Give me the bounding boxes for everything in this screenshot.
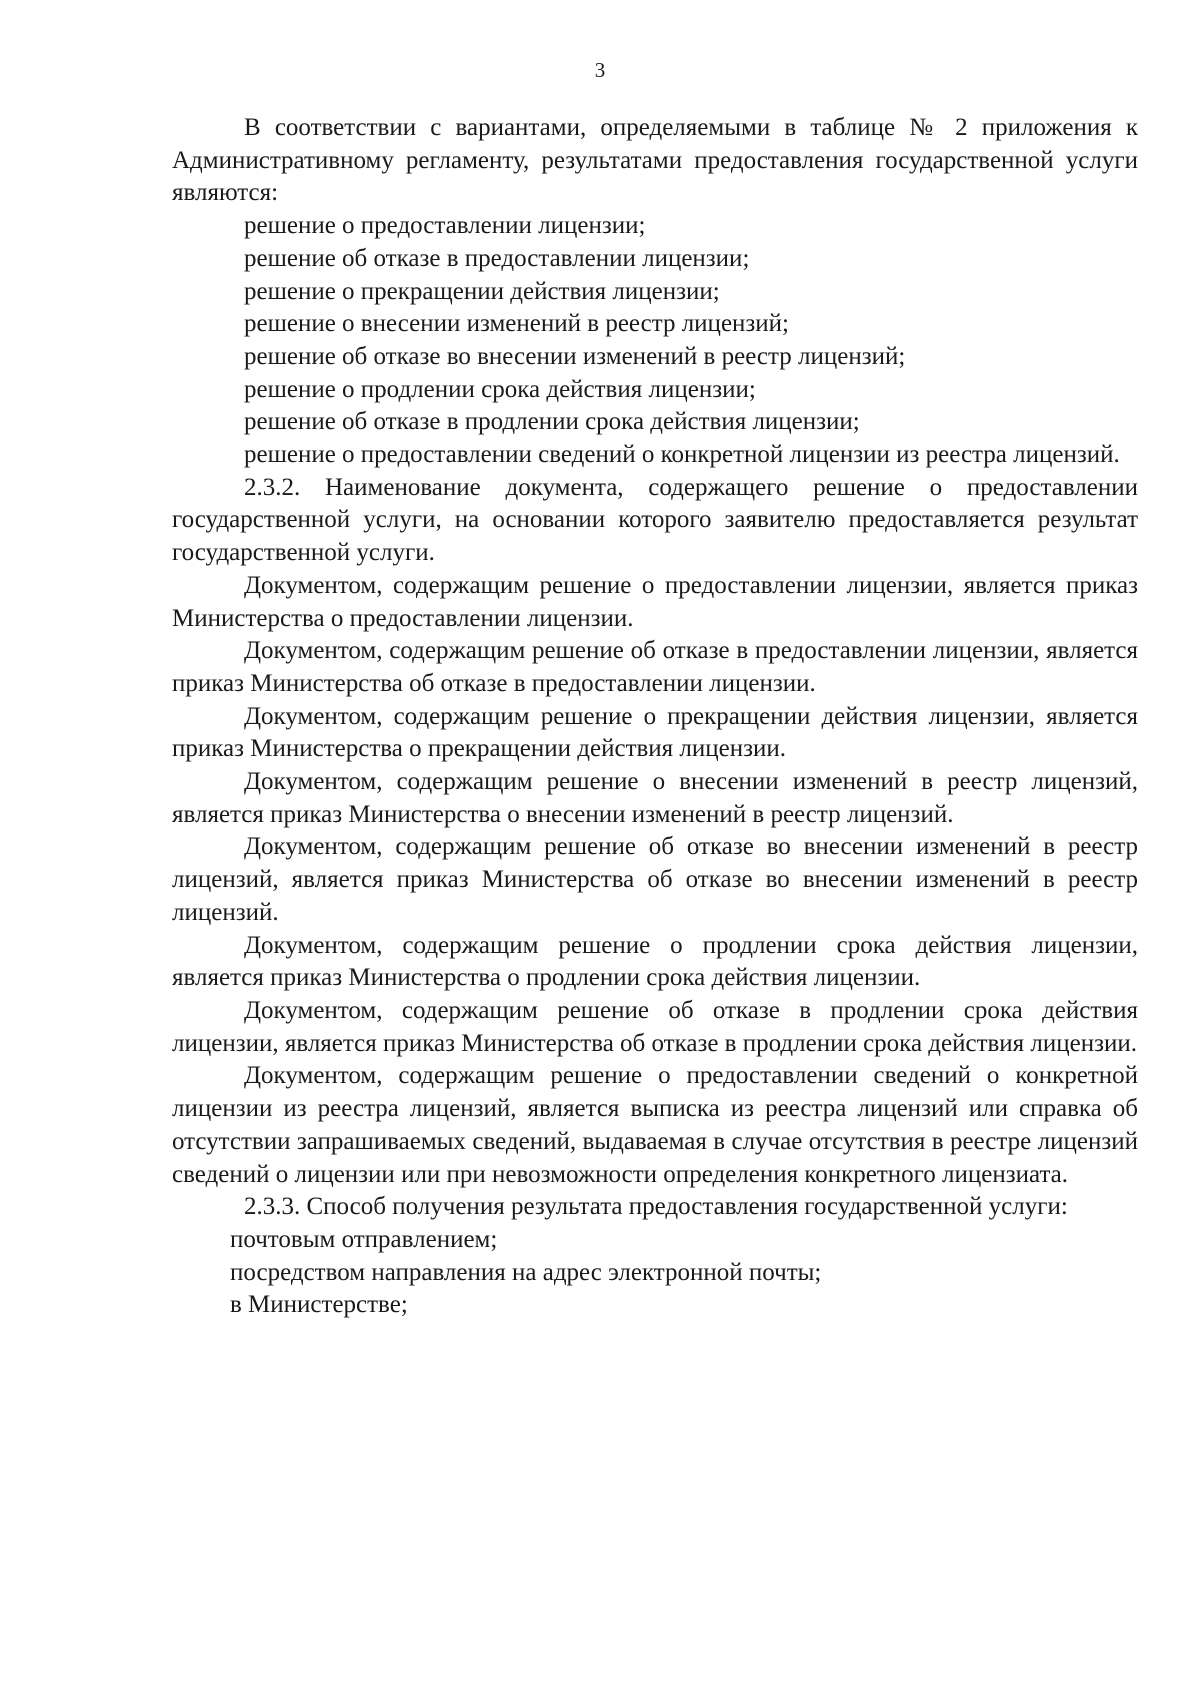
result-item: решение об отказе в продлении срока действия лицензии;: [244, 408, 860, 436]
result-item: решение о внесении изменений в реестр лицензий;: [244, 310, 789, 338]
result-item: решение о прекращении действия лицензии;: [244, 277, 720, 305]
document-paragraph: Документом, содержащим решение о продлении срока действия лицензии, является приказ Министерства о продлении срока действия лицензии.: [172, 931, 1138, 992]
document-paragraph: Документом, содержащим решение о предоставлении лицензии, является приказ Министерства о предоставлении лицензии.: [172, 571, 1138, 632]
document-paragraph: Документом, содержащим решение о предоставлении сведений о конкретной лицензии из реестра лицензий, является выписка из реестра лицензий или справка об отсутствии запрашиваемых сведений, выдаваемая в случае отсутствия в реестре лицензий сведений о лицензии или при невозможности определения конкретного лицензиата.: [172, 1062, 1138, 1188]
document-paragraph: Документом, содержащим решение о прекращении действия лицензии, является приказ Министерства о прекращении действия лицензии.: [172, 702, 1138, 763]
result-item: решение об отказе в предоставлении лицензии;: [244, 244, 750, 272]
document-paragraph: Документом, содержащим решение о внесении изменений в реестр лицензий, является приказ Министерства о внесении изменений в реестр лицензий.: [172, 768, 1138, 828]
methods-list: [172, 1224, 1138, 1322]
document-body: [172, 112, 1138, 1322]
results-list: [172, 210, 1138, 439]
section-2-3-2: 2.3.2. Наименование документа, содержащего решение о предоставлении государственной услуги, на основании которого заявителю предоставляется результат государственной услуги.: [172, 473, 1138, 567]
page-number: 3: [594, 58, 606, 82]
method-item: посредством направления на адрес электронной почты;: [230, 1258, 822, 1286]
document-paragraph: Документом, содержащим решение об отказе в предоставлении лицензии, является приказ Министерства об отказе в предоставлении лицензии.: [172, 637, 1138, 697]
result-item: решение о предоставлении лицензии;: [244, 212, 646, 240]
document-paragraph: Документом, содержащим решение об отказе в продлении срока действия лицензии, является приказ Министерства об отказе в продлении срока действия лицензии.: [172, 996, 1138, 1057]
intro-paragraph: В соответствии с вариантами, определяемыми в таблице № 2 приложения к Административному регламенту, результатами предоставления государственной услуги являются:: [172, 114, 1138, 207]
result-item: решение о продлении срока действия лицензии;: [244, 375, 756, 403]
method-item: в Министерстве;: [230, 1291, 408, 1319]
result-item-last: решение о предоставлении сведений о конкретной лицензии из реестра лицензий.: [244, 441, 1120, 469]
method-item: почтовым отправлением;: [230, 1225, 498, 1253]
section-2-3-3: 2.3.3. Способ получения результата предоставления государственной услуги:: [244, 1193, 1068, 1221]
document-paragraph: Документом, содержащим решение об отказе во внесении изменений в реестр лицензий, является приказ Министерства об отказе во внесении изменений в реестр лицензий.: [172, 833, 1138, 926]
result-item: решение об отказе во внесении изменений в реестр лицензий;: [244, 342, 906, 370]
